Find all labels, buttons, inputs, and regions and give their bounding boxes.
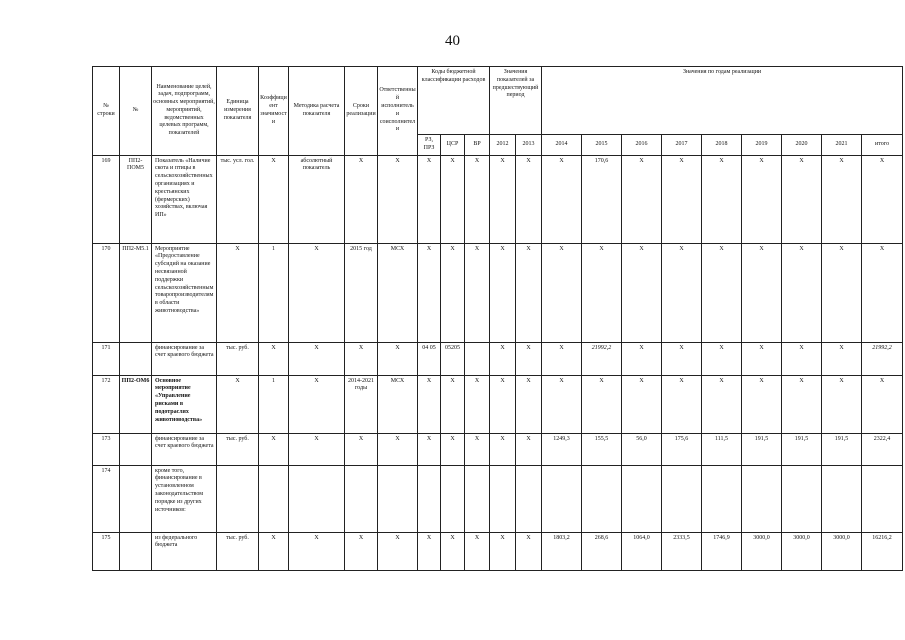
table-row — [93, 155, 903, 243]
header-2020: 2020 — [782, 135, 822, 156]
cell-2016: X — [622, 155, 662, 243]
cell-2021: X — [822, 243, 862, 342]
cell-2019: 3000,0 — [742, 532, 782, 570]
cell-2012 — [490, 465, 516, 532]
cell-2019: X — [742, 375, 782, 433]
cell-terms: 2014-2021 годы — [345, 375, 378, 433]
cell-2013: X — [516, 532, 542, 570]
cell-2013 — [516, 465, 542, 532]
cell-terms: X — [345, 433, 378, 465]
cell-2015: X — [582, 375, 622, 433]
cell-unit: тыс. руб. — [217, 342, 259, 375]
cell-rz: X — [418, 532, 441, 570]
cell-num: 169 — [93, 155, 120, 243]
cell-vr: X — [465, 375, 490, 433]
cell-exec: X — [378, 342, 418, 375]
cell-name: из федерального бюджета — [152, 532, 217, 570]
cell-method: абсолютный показатель — [289, 155, 345, 243]
header-csr: ЦСР — [441, 135, 465, 156]
cell-unit: тыс. руб. — [217, 433, 259, 465]
cell-vr: X — [465, 433, 490, 465]
cell-code — [120, 532, 152, 570]
header-name: Наименование целей, задач, подпрограмм, основных мероприятий, мероприятий, ведомственных целевых программ, показателей — [152, 67, 217, 156]
cell-2015: 21992,2 — [582, 342, 622, 375]
cell-2020: X — [782, 155, 822, 243]
cell-terms: X — [345, 342, 378, 375]
cell-code: ПП2-М5.1 — [120, 243, 152, 342]
cell-total: 2322,4 — [862, 433, 903, 465]
cell-vr — [465, 465, 490, 532]
cell-coef: 1 — [259, 243, 289, 342]
cell-rz: X — [418, 243, 441, 342]
cell-code — [120, 342, 152, 375]
cell-method: X — [289, 375, 345, 433]
cell-csr: X — [441, 375, 465, 433]
cell-num: 174 — [93, 465, 120, 532]
cell-2013: X — [516, 155, 542, 243]
cell-2021: X — [822, 155, 862, 243]
cell-2016: X — [622, 243, 662, 342]
header-2017: 2017 — [662, 135, 702, 156]
cell-total: X — [862, 155, 903, 243]
cell-2017: X — [662, 243, 702, 342]
cell-2021: 3000,0 — [822, 532, 862, 570]
cell-2020: X — [782, 375, 822, 433]
cell-method: X — [289, 342, 345, 375]
cell-csr: X — [441, 243, 465, 342]
table-row — [93, 465, 903, 532]
cell-coef: X — [259, 532, 289, 570]
cell-2019: X — [742, 243, 782, 342]
cell-rz: 04 05 — [418, 342, 441, 375]
cell-2012: X — [490, 243, 516, 342]
header-prev-values: Значения показателей за предшествующий период — [490, 67, 542, 135]
cell-name: Мероприятие «Предоставление субсидий на оказание несвязанной поддержки сельскохозяйственным товаропроизводителям в области животноводства» — [152, 243, 217, 342]
cell-2018: X — [702, 155, 742, 243]
cell-2020: X — [782, 243, 822, 342]
header-terms: Сроки реализации — [345, 67, 378, 156]
cell-name: финансирование за счет краевого бюджета — [152, 342, 217, 375]
cell-2012: X — [490, 375, 516, 433]
cell-2016: X — [622, 342, 662, 375]
cell-2020: X — [782, 342, 822, 375]
cell-terms: 2015 год — [345, 243, 378, 342]
cell-rz — [418, 465, 441, 532]
table-row — [93, 375, 903, 433]
cell-num: 172 — [93, 375, 120, 433]
cell-unit: X — [217, 243, 259, 342]
cell-terms — [345, 465, 378, 532]
cell-num: 171 — [93, 342, 120, 375]
cell-2018: X — [702, 375, 742, 433]
cell-csr: X — [441, 433, 465, 465]
cell-csr: X — [441, 155, 465, 243]
cell-2017: X — [662, 342, 702, 375]
cell-vr — [465, 342, 490, 375]
cell-exec: МСХ — [378, 243, 418, 342]
cell-terms: X — [345, 155, 378, 243]
cell-code: ПП2-ОМ6 — [120, 375, 152, 433]
cell-name: финансирование за счет краевого бюджета — [152, 433, 217, 465]
cell-exec: X — [378, 155, 418, 243]
cell-rz: X — [418, 375, 441, 433]
header-2013: 2013 — [516, 135, 542, 156]
cell-2013: X — [516, 433, 542, 465]
cell-num: 170 — [93, 243, 120, 342]
cell-coef — [259, 465, 289, 532]
cell-vr: X — [465, 155, 490, 243]
cell-exec: X — [378, 433, 418, 465]
cell-exec: МСХ — [378, 375, 418, 433]
cell-2014: X — [542, 375, 582, 433]
cell-2012: X — [490, 155, 516, 243]
cell-total: X — [862, 375, 903, 433]
page-number: 40 — [445, 33, 460, 49]
header-2021: 2021 — [822, 135, 862, 156]
cell-2017 — [662, 465, 702, 532]
header-executor: Ответственный исполнитель и соисполнители — [378, 67, 418, 156]
cell-2016: 1064,0 — [622, 532, 662, 570]
cell-2018: X — [702, 243, 742, 342]
cell-2014 — [542, 465, 582, 532]
cell-2012: X — [490, 532, 516, 570]
cell-2012: X — [490, 433, 516, 465]
cell-2012: X — [490, 342, 516, 375]
cell-2013: X — [516, 342, 542, 375]
cell-unit: тыс. руб. — [217, 532, 259, 570]
cell-method — [289, 465, 345, 532]
cell-2018: 1746,9 — [702, 532, 742, 570]
cell-2019 — [742, 465, 782, 532]
indicators-table — [92, 66, 903, 571]
header-row-num: № строки — [93, 67, 120, 156]
cell-coef: X — [259, 342, 289, 375]
cell-2014: 1803,2 — [542, 532, 582, 570]
cell-2016: X — [622, 375, 662, 433]
cell-2014: X — [542, 243, 582, 342]
cell-2019: X — [742, 155, 782, 243]
header-total: итого — [862, 135, 903, 156]
cell-2017: 2333,5 — [662, 532, 702, 570]
cell-total: 16216,2 — [862, 532, 903, 570]
cell-2013: X — [516, 375, 542, 433]
table-row — [93, 532, 903, 570]
cell-coef: 1 — [259, 375, 289, 433]
cell-2020: 3000,0 — [782, 532, 822, 570]
cell-2013: X — [516, 243, 542, 342]
cell-2015: X — [582, 243, 622, 342]
header-budget-codes: Коды бюджетной классификации расходов — [418, 67, 490, 135]
header-code: № — [120, 67, 152, 156]
cell-code: ПП2-ПОМ5 — [120, 155, 152, 243]
cell-total: X — [862, 243, 903, 342]
table-row — [93, 243, 903, 342]
cell-unit: тыс. усл. гол. — [217, 155, 259, 243]
cell-2019: X — [742, 342, 782, 375]
cell-2020: 191,5 — [782, 433, 822, 465]
cell-num: 173 — [93, 433, 120, 465]
cell-2015: 268,6 — [582, 532, 622, 570]
cell-csr: 05205 — [441, 342, 465, 375]
cell-2021: X — [822, 375, 862, 433]
header-2019: 2019 — [742, 135, 782, 156]
cell-2020 — [782, 465, 822, 532]
header-vr: ВР — [465, 135, 490, 156]
cell-2018: X — [702, 342, 742, 375]
cell-name: Показатель «Наличие скота и птицы в сельскохозяйственных организациях и крестьянских (фермерских) хозяйствах, включая ИП» — [152, 155, 217, 243]
cell-unit — [217, 465, 259, 532]
cell-vr: X — [465, 532, 490, 570]
cell-unit: X — [217, 375, 259, 433]
cell-name: кроме того, финансирование в установленном законодательством порядке из других источников: — [152, 465, 217, 532]
header-year-values: Значения по годам реализации — [542, 67, 903, 135]
table-row — [93, 342, 903, 375]
header-2012: 2012 — [490, 135, 516, 156]
cell-code — [120, 465, 152, 532]
cell-total: 21992,2 — [862, 342, 903, 375]
cell-method: X — [289, 532, 345, 570]
header-rz: РЗ, ПРЗ — [418, 135, 441, 156]
cell-2017: X — [662, 155, 702, 243]
cell-2016 — [622, 465, 662, 532]
cell-2014: 1249,3 — [542, 433, 582, 465]
cell-2021: 191,5 — [822, 433, 862, 465]
cell-2017: X — [662, 375, 702, 433]
cell-code — [120, 433, 152, 465]
cell-2014: X — [542, 155, 582, 243]
cell-2018: 111,5 — [702, 433, 742, 465]
cell-method: X — [289, 433, 345, 465]
cell-2015: 155,5 — [582, 433, 622, 465]
cell-vr: X — [465, 243, 490, 342]
header-2016: 2016 — [622, 135, 662, 156]
cell-terms: X — [345, 532, 378, 570]
header-unit: Единица измерения показателя — [217, 67, 259, 156]
cell-rz: X — [418, 433, 441, 465]
header-coef: Коэффициент значимости — [259, 67, 289, 156]
header-2015: 2015 — [582, 135, 622, 156]
cell-2018 — [702, 465, 742, 532]
cell-2014: X — [542, 342, 582, 375]
cell-num: 175 — [93, 532, 120, 570]
cell-2016: 56,0 — [622, 433, 662, 465]
table-row — [93, 433, 903, 465]
cell-2021: X — [822, 342, 862, 375]
cell-coef: X — [259, 433, 289, 465]
cell-name: Основное мероприятие «Управление рисками в подотраслях животноводства» — [152, 375, 217, 433]
cell-2021 — [822, 465, 862, 532]
cell-csr: X — [441, 532, 465, 570]
cell-method: X — [289, 243, 345, 342]
cell-exec — [378, 465, 418, 532]
cell-coef: X — [259, 155, 289, 243]
header-2018: 2018 — [702, 135, 742, 156]
cell-rz: X — [418, 155, 441, 243]
cell-exec: X — [378, 532, 418, 570]
cell-2017: 175,6 — [662, 433, 702, 465]
header-method: Методика расчета показателя — [289, 67, 345, 156]
cell-csr — [441, 465, 465, 532]
cell-2019: 191,5 — [742, 433, 782, 465]
header-2014: 2014 — [542, 135, 582, 156]
cell-2015: 170,6 — [582, 155, 622, 243]
cell-2015 — [582, 465, 622, 532]
cell-total — [862, 465, 903, 532]
